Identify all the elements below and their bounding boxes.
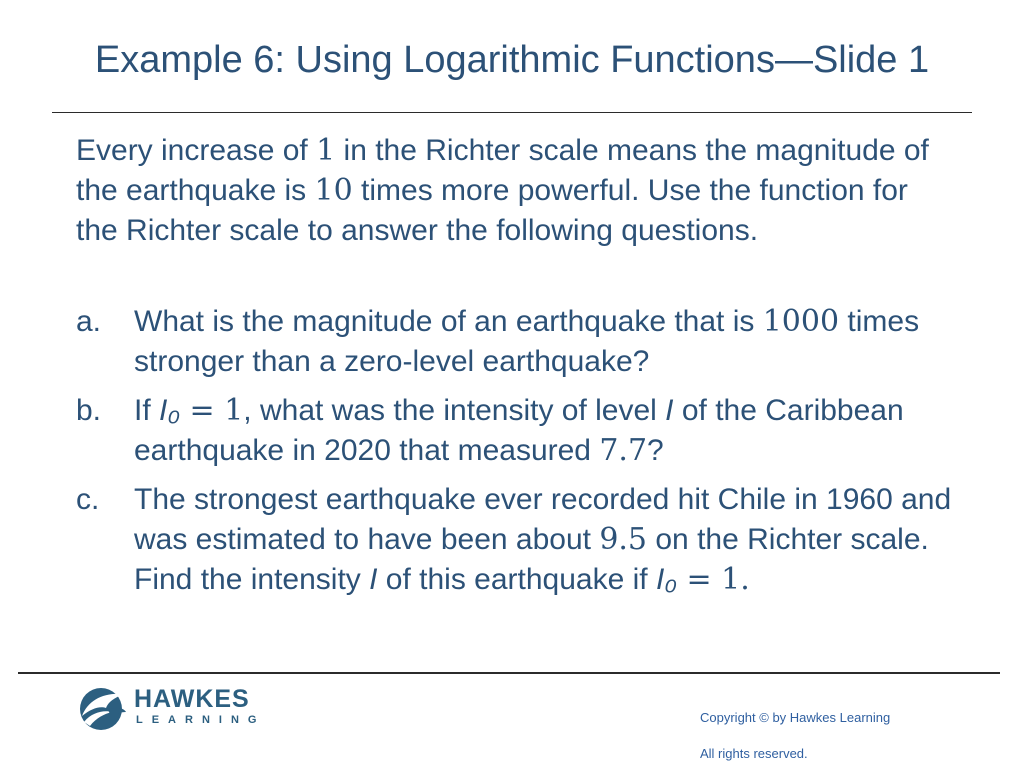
footer-divider (18, 672, 1000, 674)
question-item (76, 480, 956, 600)
rights-text: All rights reserved. (700, 746, 808, 761)
question-marker: a. (76, 305, 102, 338)
question-text (134, 302, 956, 382)
logo-wordmark: HAWKES (134, 685, 250, 713)
text-run: ? (647, 434, 664, 467)
math-value: 1 (316, 133, 336, 168)
text-run: times stronger than a zero-level earthquake? (134, 305, 920, 378)
text-run: of this earthquake if (377, 563, 656, 596)
text-run: , what was the intensity of level (243, 394, 666, 427)
text-run: on the Richter scale. Find the intensity (134, 523, 929, 596)
question-text (134, 391, 956, 471)
math-value: = 1. (676, 562, 750, 597)
math-value: 10 (314, 173, 353, 208)
text-run: If (134, 394, 160, 427)
question-list (76, 302, 956, 609)
question-marker: c. (76, 483, 100, 516)
math-value: 1000 (762, 304, 840, 339)
math-value: 7.7 (599, 433, 648, 468)
copyright-text: Copyright © by Hawkes Learning (700, 710, 891, 725)
hawkes-learning-logo (78, 684, 298, 734)
math-value: 9.5 (599, 522, 648, 557)
intro-paragraph (76, 131, 956, 251)
text-run: of the Caribbean earthquake in 2020 that measured (134, 394, 904, 467)
math-variable: I₀ (159, 394, 180, 427)
question-marker: b. (76, 394, 102, 427)
text-run: What is the magnitude of an earthquake that is (134, 305, 763, 338)
slide-title: Example 6: Using Logarithmic Functions—Slide 1 (94, 39, 930, 81)
question-item (76, 302, 956, 382)
question-text (134, 480, 956, 600)
text-run: times more powerful. Use the function for the Richter scale to answer the following questions. (76, 174, 908, 247)
text-run: in the Richter scale means the magnitude of the earthquake is (76, 134, 929, 207)
logo-subtitle: LEARNING (136, 714, 266, 726)
text-run: The strongest earthquake ever recorded hit Chile in 1960 and was estimated to have been about (134, 483, 952, 556)
title-divider (52, 112, 972, 113)
math-value: = 1 (180, 393, 244, 428)
hawk-head-logo-icon (78, 686, 128, 732)
text-run: Every increase of (76, 134, 317, 167)
math-variable: I (665, 394, 674, 427)
math-variable: I (369, 563, 378, 596)
math-variable: I₀ (655, 563, 677, 596)
question-item (76, 391, 956, 471)
